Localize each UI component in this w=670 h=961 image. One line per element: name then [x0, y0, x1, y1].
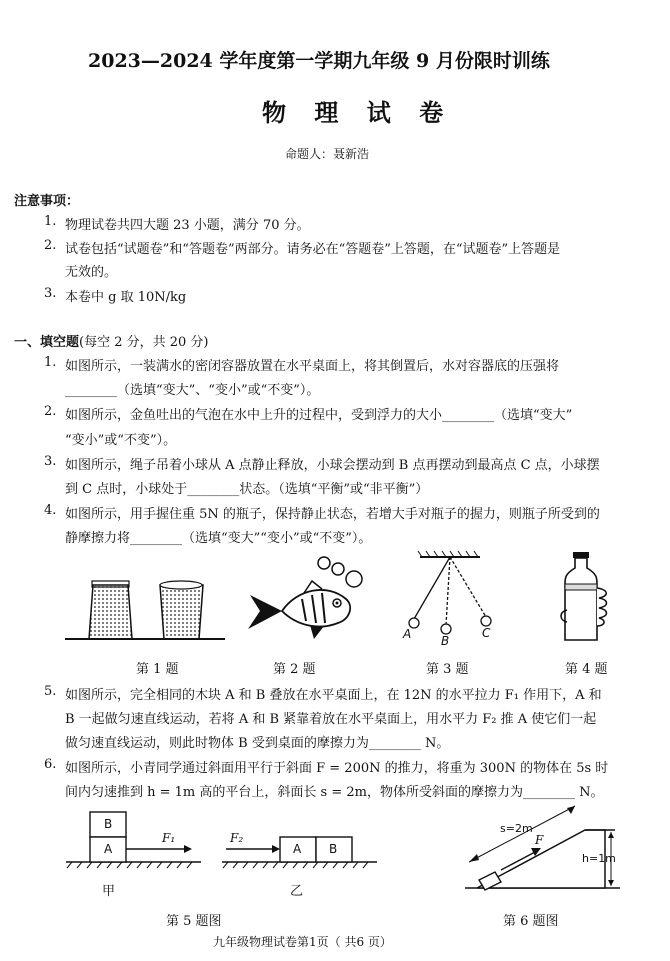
fig1-containers [65, 553, 225, 643]
q6-line1: 如图所示，小青同学通过斜面用平行于斜面 F = 200N 的推力，将重为 300N 的物体在 5s 时 [65, 761, 609, 776]
fig6-caption: 第 6 题图 [503, 914, 559, 929]
q5-line2: B 一起做匀速直线运动，若将 A 和 B 紧靠着放在水平桌面上，用水平力 F₂ 推 A 使它们一起 [65, 712, 597, 727]
notice-item-2-line2: 无效的。 [65, 265, 118, 280]
fig3-label-b: B [441, 634, 450, 648]
notice-heading: 注意事项： [14, 194, 80, 209]
fig5-block-a-bottom: A [104, 842, 113, 856]
fig5-force-f1: F₁ [162, 831, 176, 845]
fig6-incline [465, 802, 625, 892]
fig6-length-label: s=2m [500, 822, 533, 835]
section-heading [14, 331, 209, 350]
author-line: 命题人：聂新浩 [285, 147, 370, 161]
fig5-force-f2: F₂ [230, 831, 244, 845]
q4-num: 4. [44, 503, 57, 518]
notice-item-2-line1: 试卷包括“试题卷”和“答题卷”两部分。请务必在“答题卷”上答题，在“试题卷”上答题是 [65, 242, 561, 257]
caption-q4: 第 4 题 [565, 662, 608, 677]
fig3-label-c: C [482, 626, 491, 640]
exam-title: 2023—2024 学年度第一学期九年级 9 月份限时训练 [88, 50, 550, 72]
notice-item-3-num: 3. [44, 286, 57, 301]
notice-item-1-num: 1. [44, 214, 57, 229]
section-title: 一、填空题 [14, 335, 80, 350]
fig5-yi [222, 810, 382, 880]
q4-line2: 静摩擦力将________（选填“变大”“变小”或“不变”）。 [65, 531, 372, 546]
fig5-label-yi: 乙 [290, 884, 304, 899]
fig2-fish [242, 553, 382, 648]
subject-title: 物 理 试 卷 [262, 98, 454, 127]
q2-line2: “变小”或“不变”）。 [65, 433, 177, 448]
q4-line1: 如图所示，用手握住重 5N 的瓶子，保持静止状态，若增大手对瓶子的握力，则瓶子所受到的 [65, 507, 600, 522]
q1-line1: 如图所示，一装满水的密闭容器放置在水平桌面上，将其倒置后，水对容器底的压强将 [65, 359, 560, 374]
q5-num: 5. [44, 684, 57, 699]
fig5-jia [66, 810, 206, 880]
fig6-height-label: h=1m [582, 852, 616, 865]
fig4-bottle [553, 550, 613, 645]
notice-item-1: 物理试卷共四大题 23 小题，满分 70 分。 [65, 218, 310, 233]
fig5-block-b-side: B [329, 842, 338, 856]
q3-num: 3. [44, 454, 57, 469]
fig5-block-b-top: B [104, 817, 113, 831]
caption-q2: 第 2 题 [273, 662, 316, 677]
q2-line1: 如图所示，金鱼吐出的气泡在水中上升的过程中，受到浮力的大小________（选填“变大” [65, 408, 573, 423]
section-score-note: (每空 2 分，共 20 分) [79, 335, 209, 350]
q3-line2: 到 C 点时，小球处于________状态。（选填“平衡”或“非平衡”） [65, 482, 429, 497]
q6-num: 6. [44, 757, 57, 772]
q1-num: 1. [44, 355, 57, 370]
q3-line1: 如图所示，绳子吊着小球从 A 点静止释放，小球会摆动到 B 点再摆动到最高点 C 点，小球摆 [65, 458, 600, 473]
notice-item-3: 本卷中 g 取 10N/kg [65, 290, 187, 305]
fig3-label-a: A [403, 627, 412, 641]
caption-q1: 第 1 题 [136, 662, 179, 677]
notice-item-2-num: 2. [44, 238, 57, 253]
q5-line3: 做匀速直线运动，则此时物体 B 受到桌面的摩擦力为________ N。 [65, 736, 450, 751]
caption-q3: 第 3 题 [426, 662, 469, 677]
page-footer: 九年级物理试卷第1页（ 共6 页） [213, 935, 392, 949]
q2-num: 2. [44, 404, 57, 419]
fig3-pendulum [400, 545, 510, 645]
q6-line2: 间内匀速推到 h = 1m 高的平台上，斜面长 s = 2m，物体所受斜面的摩擦力为________ N。 [65, 785, 604, 800]
fig6-force-label: F [535, 833, 544, 847]
fig5-label-jia: 甲 [102, 884, 116, 899]
q1-line2: ________（选填“变大”、“变小”或“不变”）。 [65, 383, 320, 398]
fig5-block-a-side: A [293, 842, 302, 856]
q5-line1: 如图所示，完全相同的木块 A 和 B 叠放在水平桌面上，在 12N 的水平拉力 F₁ 作用下，A 和 [65, 688, 602, 703]
fig5-caption: 第 5 题图 [166, 914, 222, 929]
